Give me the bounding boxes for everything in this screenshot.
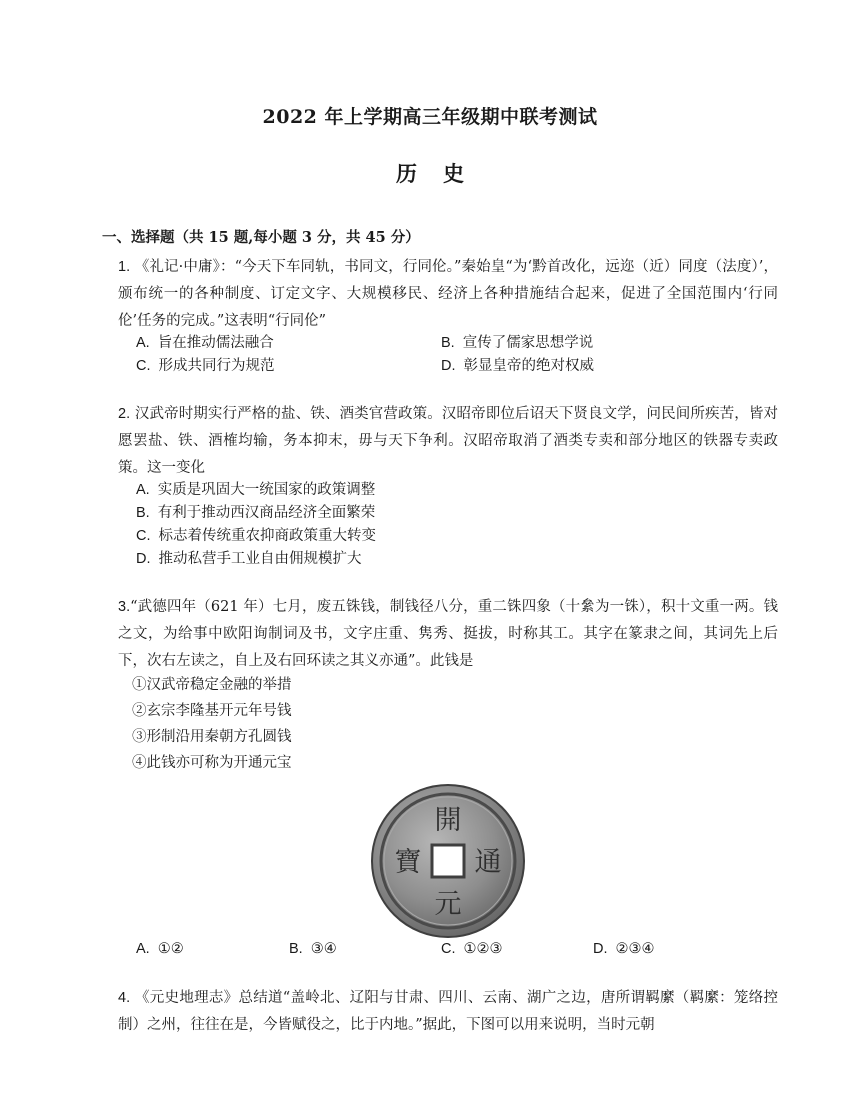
exam-title: 2022 年上学期高三年级期中联考测试 xyxy=(262,106,598,128)
question-1-number: 1. xyxy=(118,259,131,275)
question-3-number: 3. xyxy=(118,599,131,615)
question-3-option-b[interactable]: B. ③④ xyxy=(289,941,337,957)
question-1-text: 《礼记·中庸》：“今天下车同轨，书同文，行同伦。”秦始皇“为‘黔首改化，远迩（近）同度（法度）’，颁布统一的各种制度、订定文字、大规模移民、经济上各种措施结合起来，促进了全国范围内‘行同伦’任务的完成。”这表明“行同伦” xyxy=(118,259,779,329)
question-1-option-c[interactable]: C. 形成共同行为规范 xyxy=(136,358,275,374)
kaiyuan-coin-image xyxy=(369,782,527,940)
question-4-text: 《元史地理志》总结道“盖岭北、辽阳与甘肃、四川、云南、湖广之边，唐所谓羁縻（羁縻：笼络控制）之州，往往在是，今皆赋役之，比于内地。”据此，下图可以用来说明，当时元朝 xyxy=(118,990,778,1033)
question-2-stem xyxy=(118,401,778,482)
question-1-option-a[interactable]: A. 旨在推动儒法融合 xyxy=(136,335,274,351)
question-2-option-b[interactable]: B. 有利于推动西汉商品经济全面繁荣 xyxy=(136,505,376,521)
question-3-stem xyxy=(118,594,778,675)
coin-char-top: 開 xyxy=(434,805,462,836)
question-3-item-4: ④此钱亦可称为开通元宝 xyxy=(132,755,292,771)
question-3-text: “武德四年（621 年）七月，废五铢钱，制钱径八分，重二铢四象（十絫为一铢），积十文重一两。钱之文，为给事中欧阳询制词及书，文字庄重、隽秀、挺拔，时称其工。其字在篆隶之间，其词先上后下，次右左读之，自上及右回环读之其义亦通”。此钱是 xyxy=(118,599,778,669)
question-3-item-2: ②玄宗李隆基开元年号钱 xyxy=(132,703,292,719)
question-4-number: 4. xyxy=(118,990,131,1006)
question-3-option-c[interactable]: C. ①②③ xyxy=(441,941,503,957)
coin-char-left: 寶 xyxy=(394,847,422,878)
question-2-text: 汉武帝时期实行严格的盐、铁、酒类官营政策。汉昭帝即位后诏天下贤良文学，问民间所疾苦，皆对愿罢盐、铁、酒榷均输，务本抑末，毋与天下争利。汉昭帝取消了酒类专卖和部分地区的铁器专卖政策。这一变化 xyxy=(118,406,779,476)
question-2-option-c[interactable]: C. 标志着传统重农抑商政策重大转变 xyxy=(136,528,376,544)
question-4-stem xyxy=(118,985,778,1039)
coin-char-right: 通 xyxy=(474,847,502,878)
coin-char-bottom: 元 xyxy=(434,889,462,920)
question-1-option-d[interactable]: D. 彰显皇帝的绝对权威 xyxy=(441,358,594,374)
question-3-item-1: ①汉武帝稳定金融的举措 xyxy=(132,677,292,693)
question-2-number: 2. xyxy=(118,406,131,422)
question-1-option-b[interactable]: B. 宣传了儒家思想学说 xyxy=(441,335,594,351)
section-heading: 一、选择题（共 15 题,每小题 3 分，共 45 分） xyxy=(102,229,420,246)
question-2-option-d[interactable]: D. 推动私营手工业自由佣规模扩大 xyxy=(136,551,362,567)
question-3-item-3: ③形制沿用秦朝方孔圆钱 xyxy=(132,729,292,745)
question-3-option-a[interactable]: A. ①② xyxy=(136,941,184,957)
question-2-option-a[interactable]: A. 实质是巩固大一统国家的政策调整 xyxy=(136,482,376,498)
question-3-option-d[interactable]: D. ②③④ xyxy=(593,941,655,957)
question-1-stem xyxy=(118,254,778,335)
subject-title: 历史 xyxy=(396,161,490,186)
